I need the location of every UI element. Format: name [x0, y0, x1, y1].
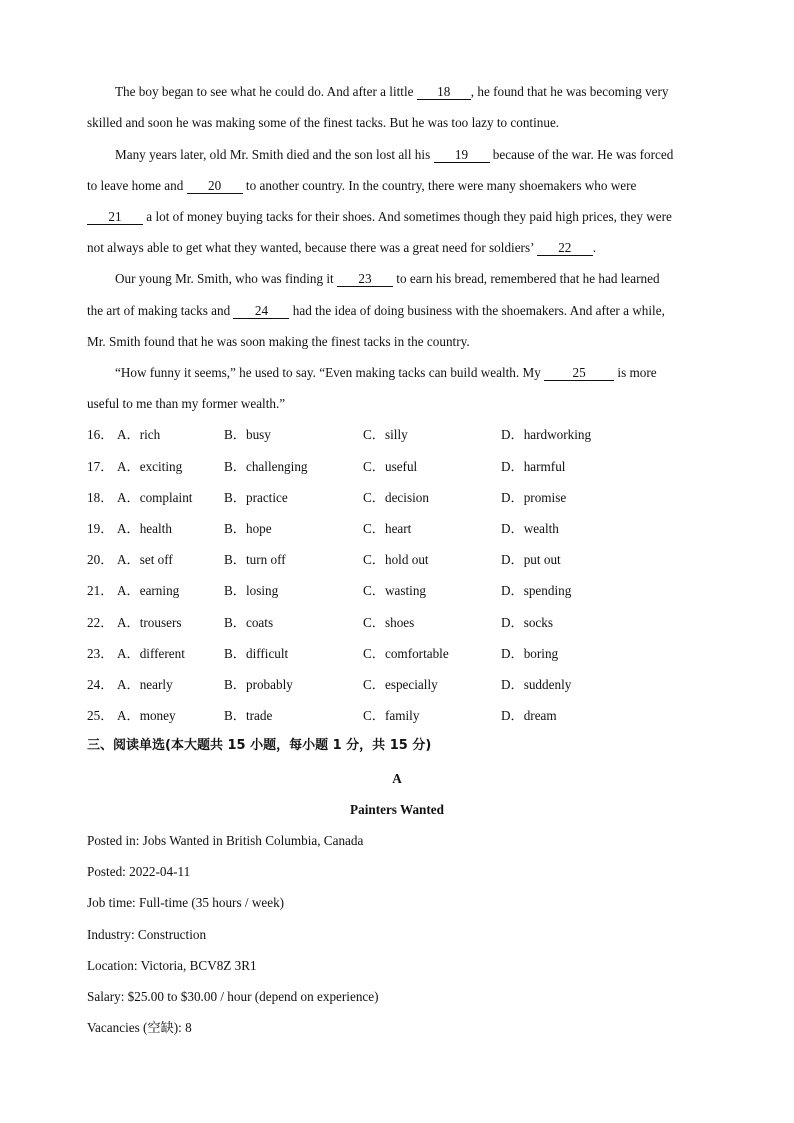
option-c: C．silly [363, 427, 408, 442]
passage-line [115, 146, 755, 164]
option-d: D．spending [501, 583, 572, 598]
text: the art of making tacks and [87, 303, 234, 318]
option-c: C．comfortable [363, 646, 449, 661]
option-d: D．socks [501, 615, 554, 630]
text: to earn his bread, remembered that he had learned [393, 271, 660, 286]
question-number: 22． [87, 615, 114, 630]
blank-22: 22 [537, 241, 593, 256]
text: not always able to get what they wanted, because there was a great need for soldiers’ [87, 240, 537, 255]
question-number: 21． [87, 583, 114, 598]
option-c: C．shoes [363, 615, 415, 630]
question-number: 17． [87, 459, 114, 474]
option-d: D．hardworking [501, 427, 592, 442]
blank-25: 25 [544, 366, 614, 381]
job-posted-in: Posted in: Jobs Wanted in British Columbia, Canada [87, 833, 364, 848]
option-c: C．wasting [363, 583, 427, 598]
text: , he found that he was becoming very [470, 84, 669, 99]
option-a: A．rich [117, 427, 161, 442]
text: . [592, 240, 597, 255]
job-salary: Salary: $25.00 to $30.00 / hour (depend on experience) [87, 989, 379, 1004]
option-b: B．challenging [224, 459, 308, 474]
option-a: A．nearly [117, 677, 173, 692]
option-d: D．dream [501, 708, 557, 723]
text: The boy began to see what he could do. And after a little [115, 84, 417, 99]
option-a: A．trousers [117, 615, 182, 630]
passage-line [87, 239, 727, 257]
option-c: C．especially [363, 677, 438, 692]
blank-18: 18 [417, 85, 471, 100]
text: to leave home and [87, 178, 187, 193]
text: Many years later, old Mr. Smith died and the son lost all his [115, 147, 434, 162]
option-a: A．earning [117, 583, 180, 598]
question-number: 24． [87, 677, 114, 692]
blank-21: 21 [87, 210, 143, 225]
option-c: C．hold out [363, 552, 429, 567]
option-d: D．put out [501, 552, 561, 567]
question-number: 20． [87, 552, 114, 567]
job-posted-date: Posted: 2022-04-11 [87, 864, 191, 879]
option-c: C．useful [363, 459, 418, 474]
option-d: D．wealth [501, 521, 559, 536]
question-number: 19． [87, 521, 114, 536]
text: because of the war. He was forced [489, 147, 674, 162]
option-b: B．hope [224, 521, 272, 536]
job-industry: Industry: Construction [87, 927, 207, 942]
option-a: A．set off [117, 552, 173, 567]
option-a: A．health [117, 521, 172, 536]
blank-24: 24 [233, 304, 289, 319]
passage-line [87, 208, 727, 226]
option-a: A．exciting [117, 459, 183, 474]
passage-line: skilled and soon he was making some of the finest tacks. But he was too lazy to continue. [87, 115, 560, 130]
option-b: B．practice [224, 490, 288, 505]
option-a: A．complaint [117, 490, 193, 505]
blank-23: 23 [337, 272, 393, 287]
text: had the idea of doing business with the shoemakers. And after a while, [289, 303, 665, 318]
job-time: Job time: Full-time (35 hours / week) [87, 895, 285, 910]
option-b: B．probably [224, 677, 293, 692]
option-d: D．promise [501, 490, 567, 505]
job-location: Location: Victoria, BCV8Z 3R1 [87, 958, 257, 973]
passage-label: A [392, 771, 402, 786]
passage-title: Painters Wanted [350, 802, 444, 817]
option-d: D．boring [501, 646, 559, 661]
option-d: D．harmful [501, 459, 566, 474]
passage-line [115, 364, 755, 382]
option-b: B．losing [224, 583, 279, 598]
text: “How funny it seems,” he used to say. “Even making tacks can build wealth. My [115, 365, 545, 380]
option-b: B．busy [224, 427, 271, 442]
question-number: 18． [87, 490, 114, 505]
option-c: C．decision [363, 490, 429, 505]
option-d: D．suddenly [501, 677, 572, 692]
question-number: 23． [87, 646, 114, 661]
option-b: B．coats [224, 615, 274, 630]
option-b: B．turn off [224, 552, 286, 567]
blank-20: 20 [187, 179, 243, 194]
option-a: A．different [117, 646, 185, 661]
passage-line [87, 302, 727, 320]
text: is more [614, 365, 657, 380]
passage-line [115, 270, 755, 288]
passage-line: Mr. Smith found that he was soon making the finest tacks in the country. [87, 334, 470, 349]
question-number: 25． [87, 708, 114, 723]
option-b: B．trade [224, 708, 273, 723]
option-b: B．difficult [224, 646, 289, 661]
passage-line: useful to me than my former wealth.” [87, 396, 286, 411]
job-vacancies: Vacancies (空缺): 8 [87, 1020, 192, 1035]
section-heading: 三、阅读单选(本大题共 15 小题，每小题 1 分，共 15 分) [87, 738, 432, 753]
question-number: 16． [87, 427, 114, 442]
option-a: A．money [117, 708, 176, 723]
text: a lot of money buying tacks for their shoes. And sometimes though they paid high prices, they were [143, 209, 672, 224]
blank-19: 19 [434, 148, 490, 163]
option-c: C．family [363, 708, 420, 723]
passage-line [87, 177, 727, 195]
text: Our young Mr. Smith, who was finding it [115, 271, 337, 286]
passage-line [115, 83, 755, 101]
option-c: C．heart [363, 521, 412, 536]
text: to another country. In the country, there were many shoemakers who were [242, 178, 637, 193]
